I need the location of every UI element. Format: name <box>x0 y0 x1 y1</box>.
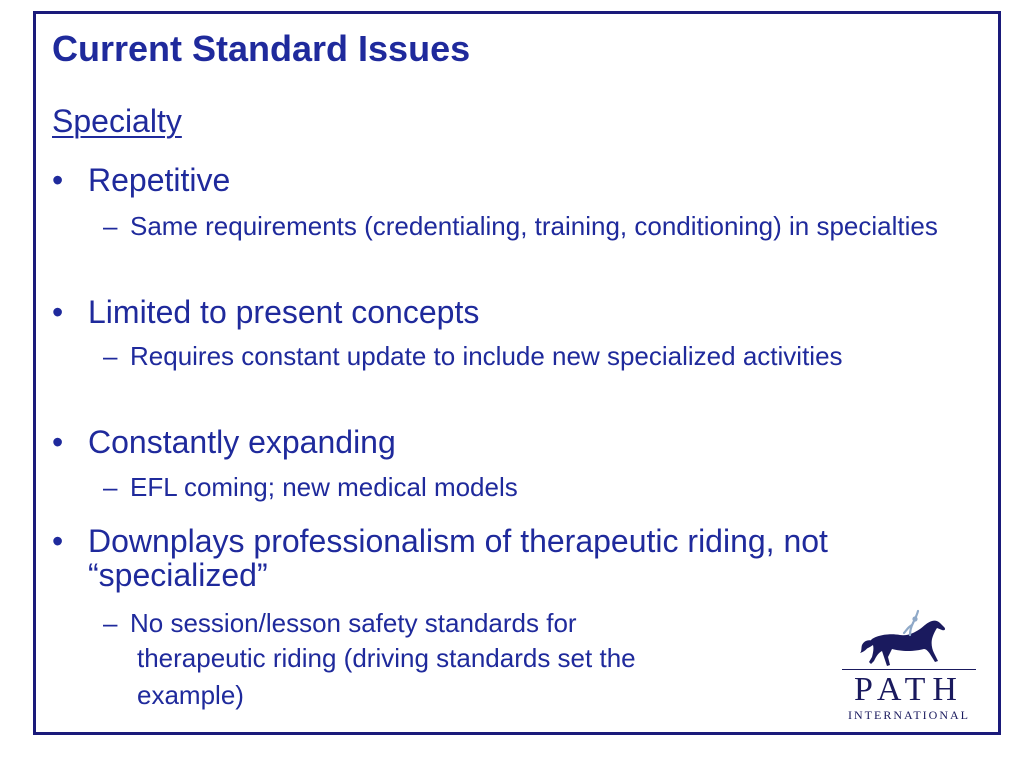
bullet-glyph: • <box>52 162 64 198</box>
sub-bullet-text: EFL coming; new medical models <box>130 472 518 502</box>
logo-divider <box>842 669 976 670</box>
sub-bullet-text: Requires constant update to include new specialized activities <box>130 341 843 371</box>
bullet-glyph: • <box>52 523 64 559</box>
sub-bullet-line: example) <box>137 680 244 710</box>
horse-and-rider-icon <box>838 609 980 671</box>
dash-glyph: – <box>103 608 118 638</box>
section-heading: Specialty <box>52 103 182 139</box>
dash-glyph: – <box>103 472 118 502</box>
bullet-item <box>52 163 972 197</box>
bullet-text: Constantly expanding <box>88 424 396 460</box>
bullet-glyph: • <box>52 424 64 460</box>
sub-bullet-item <box>103 472 953 502</box>
logo-subtitle: INTERNATIONAL <box>848 708 970 722</box>
sub-bullet-line: therapeutic riding (driving standards set the <box>137 643 636 673</box>
bullet-item <box>52 524 972 592</box>
logo-wordmark: PATH <box>854 671 964 708</box>
sub-bullet-text-block <box>103 608 823 712</box>
bullet-text: Downplays professionalism of therapeutic riding, not “specialized” <box>88 523 828 593</box>
sub-bullet-item <box>103 341 953 371</box>
slide-title: Current Standard Issues <box>52 28 471 69</box>
dash-glyph: – <box>103 211 118 241</box>
bullet-text: Repetitive <box>88 162 231 198</box>
bullet-glyph: • <box>52 294 64 330</box>
bullet-item <box>52 295 972 329</box>
sub-bullet-line: No session/lesson safety standards for <box>130 608 577 638</box>
sub-bullet-item <box>103 211 983 241</box>
bullet-item <box>52 425 972 459</box>
path-international-logo <box>838 609 980 721</box>
dash-glyph: – <box>103 341 118 371</box>
sub-bullet-text: Same requirements (credentialing, training, conditioning) in specialties <box>130 211 938 241</box>
bullet-text: Limited to present concepts <box>88 294 480 330</box>
sub-bullet-item <box>103 608 823 712</box>
